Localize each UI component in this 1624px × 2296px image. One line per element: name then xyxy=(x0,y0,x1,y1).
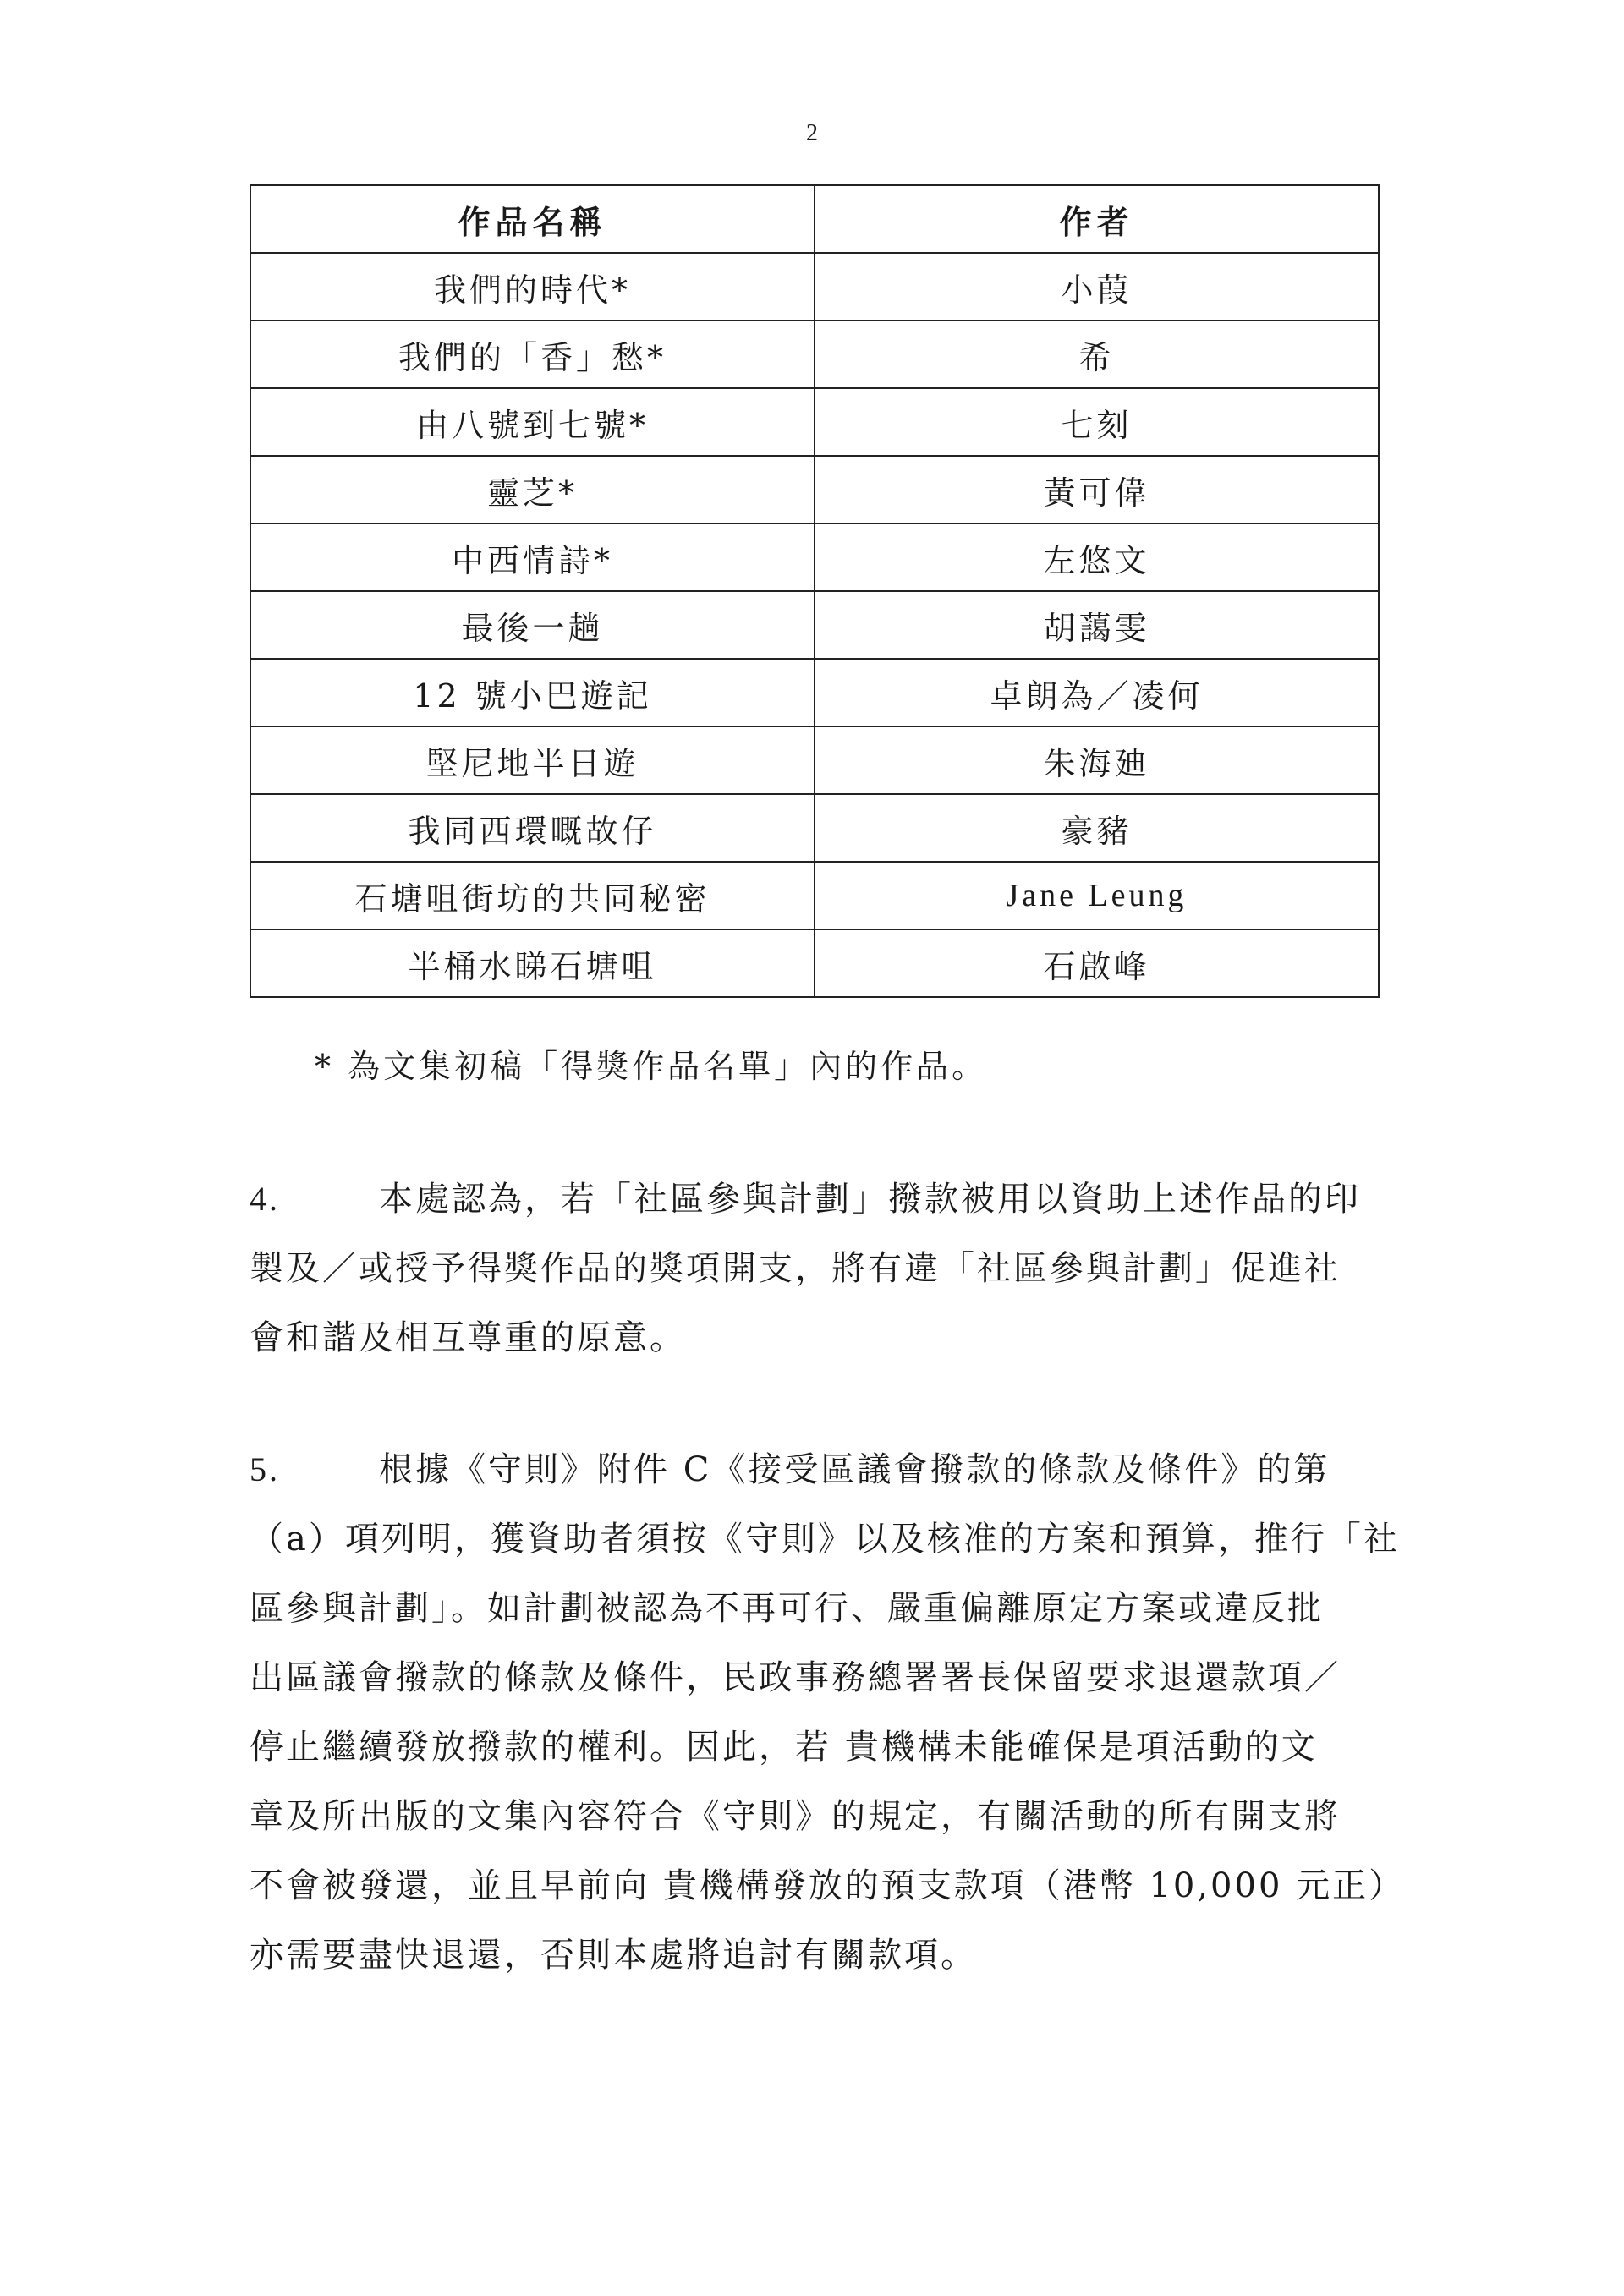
page-number: 2 xyxy=(806,120,818,146)
paragraph-line: 本處認為，若「社區參與計劃」撥款被用以資助上述作品的印 xyxy=(379,1180,1361,1219)
work-author: 卓朗為／凌何 xyxy=(815,659,1379,726)
work-title: 中西情詩* xyxy=(250,523,815,591)
work-title: 由八號到七號* xyxy=(250,388,815,456)
work-title: 我們的「香」愁* xyxy=(250,321,815,388)
paragraph-4 xyxy=(250,1164,1383,1373)
work-author: 胡藹雯 xyxy=(815,591,1379,659)
work-author: 黃可偉 xyxy=(815,456,1379,523)
paragraph-number: 5. xyxy=(250,1450,280,1488)
work-title: 我同西環嘅故仔 xyxy=(250,794,815,862)
table-row xyxy=(250,726,1379,794)
table-row xyxy=(250,456,1379,523)
header-author: 作者 xyxy=(815,185,1379,253)
work-title: 12 號小巴遊記 xyxy=(250,659,815,726)
table-row xyxy=(250,388,1379,456)
header-title: 作品名稱 xyxy=(250,185,815,253)
paragraph-line: 亦需要盡快退還，否則本處將追討有關款項。 xyxy=(250,1936,977,1975)
work-title: 我們的時代* xyxy=(250,253,815,321)
table-row xyxy=(250,929,1379,997)
work-title: 石塘咀街坊的共同秘密 xyxy=(250,862,815,929)
work-author: 石啟峰 xyxy=(815,929,1379,997)
table-row xyxy=(250,591,1379,659)
paragraph-line: 章及所出版的文集內容符合《守則》的規定，有關活動的所有開支將 xyxy=(250,1797,1341,1836)
work-author: 左悠文 xyxy=(815,523,1379,591)
table-row xyxy=(250,794,1379,862)
paragraph-line: 不會被發還，並且早前向 貴機構發放的預支款項（港幣 10,000 元正） xyxy=(250,1866,1406,1905)
table-row xyxy=(250,253,1379,321)
work-title: 靈芝* xyxy=(250,456,815,523)
work-author: Jane Leung xyxy=(815,862,1379,929)
paragraph-number: 4. xyxy=(250,1180,280,1218)
paragraph-5 xyxy=(250,1435,1406,1990)
paragraph-line: 會和諧及相互尊重的原意。 xyxy=(250,1318,686,1357)
paragraph-line: 區參與計劃」。如計劃被認為不再可行、嚴重偏離原定方案或違反批 xyxy=(250,1589,1324,1628)
work-author: 希 xyxy=(815,321,1379,388)
work-title: 最後一趟 xyxy=(250,591,815,659)
paragraph-line: 出區議會撥款的條款及條件，民政事務總署署長保留要求退還款項／ xyxy=(250,1658,1341,1697)
work-title: 堅尼地半日遊 xyxy=(250,726,815,794)
table-row xyxy=(250,659,1379,726)
work-author: 朱海廸 xyxy=(815,726,1379,794)
paragraph-line: 製及／或授予得獎作品的獎項開支，將有違「社區參與計劃」促進社 xyxy=(250,1249,1341,1288)
table-header-row xyxy=(250,185,1379,253)
work-author: 七刻 xyxy=(815,388,1379,456)
table-footnote: * 為文集初稿「得獎作品名單」內的作品。 xyxy=(315,1048,988,1085)
works-table xyxy=(250,184,1380,998)
work-title: 半桶水睇石塘咀 xyxy=(250,929,815,997)
paragraph-line: （a）項列明，獲資助者須按《守則》以及核准的方案和預算，推行「社 xyxy=(250,1520,1400,1559)
paragraph-line: 根據《守則》附件 C《接受區議會撥款的條款及條件》的第 xyxy=(379,1450,1330,1489)
table-row xyxy=(250,862,1379,929)
table-row xyxy=(250,523,1379,591)
work-author: 豪豬 xyxy=(815,794,1379,862)
table-row xyxy=(250,321,1379,388)
work-author: 小葭 xyxy=(815,253,1379,321)
paragraph-line: 停止繼續發放撥款的權利。因此，若 貴機構未能確保是項活動的文 xyxy=(250,1728,1318,1767)
